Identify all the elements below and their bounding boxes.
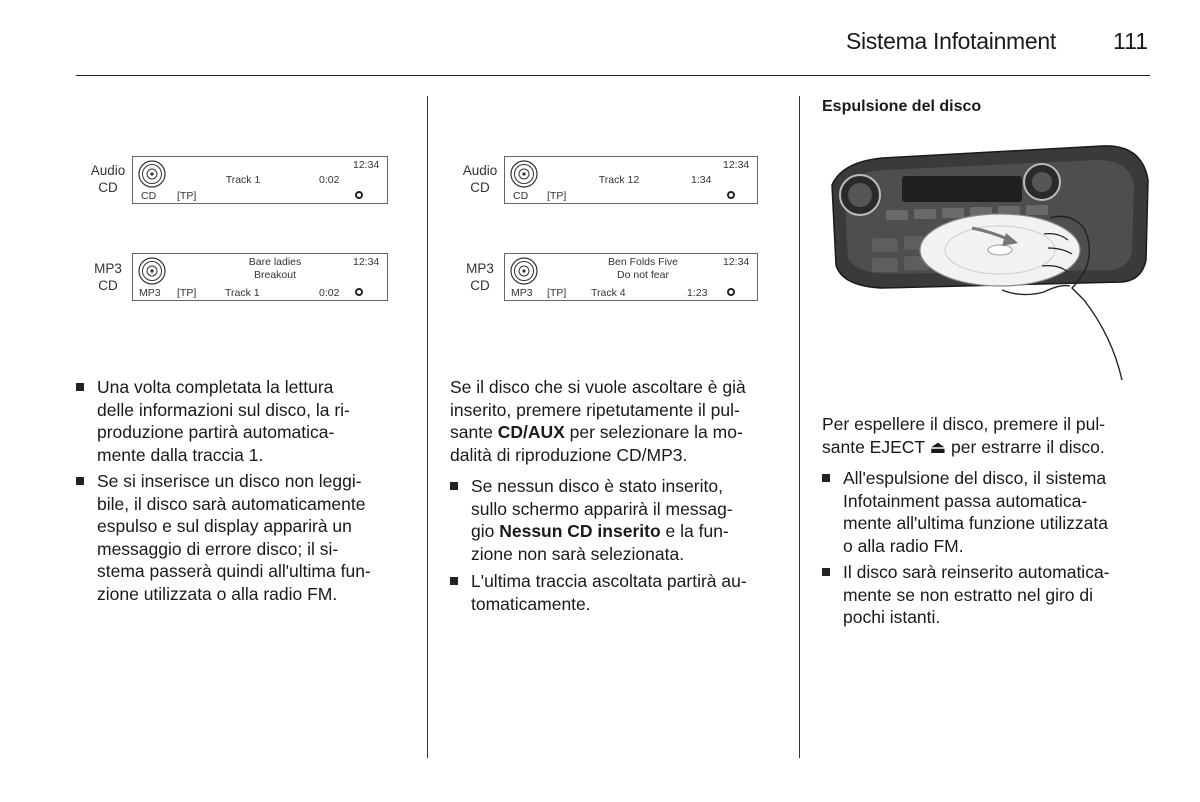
text-line: e la fun- (660, 521, 729, 541)
bullet-item (450, 570, 790, 615)
display-track: Track 1 (225, 287, 260, 299)
paragraph (450, 376, 790, 466)
display-illustration-audio-cd (76, 150, 396, 210)
disc-icon (509, 256, 539, 286)
column-divider-1 (427, 96, 428, 758)
knob-icon (727, 288, 735, 296)
text-line: Se nessun disco è stato inserito, (471, 476, 723, 496)
text-line: tomaticamente. (471, 593, 591, 614)
text-line: o alla radio FM. (843, 535, 964, 556)
display-label-line1: MP3 (466, 261, 494, 276)
display-tp: [TP] (177, 287, 197, 299)
display-artist: Bare ladies (248, 256, 302, 268)
display-label-line2: CD (98, 180, 118, 195)
display-elapsed: 0:02 (319, 174, 340, 186)
display-source: MP3 (511, 287, 533, 299)
display-screen (504, 253, 758, 301)
column-divider-2 (799, 96, 800, 758)
knob-icon (355, 288, 363, 296)
bullet-item (822, 561, 1162, 629)
text-line: per selezionare la mo- (564, 422, 743, 442)
text-line: L'ultima traccia ascoltata partirà au- (471, 571, 747, 591)
bullet-square-icon (450, 482, 458, 490)
text-line: Il disco sarà reinserito automatica- (843, 562, 1110, 582)
page-header-title: Sistema Infotainment (845, 28, 1056, 54)
display-screen (132, 253, 388, 301)
page-number: 111 (1113, 28, 1148, 54)
text-line: mente all'ultima funzione utilizzata (843, 513, 1109, 533)
display-label-line1: MP3 (94, 261, 122, 276)
bullet-item (822, 467, 1162, 557)
display-track: Track 4 (591, 287, 626, 299)
display-clock: 12:34 (723, 159, 750, 171)
text-line: sante EJECT ⏏ per estrarre il disco. (822, 436, 1105, 457)
text-line: Se il disco che si vuole ascoltare è già (450, 377, 746, 397)
text-line: Una volta completata la lettura (97, 377, 334, 397)
knob-icon (727, 191, 735, 199)
display-title: Breakout (253, 269, 297, 281)
bullet-item (76, 470, 416, 605)
disc-icon (509, 159, 539, 189)
disc-eject-illustration (822, 140, 1152, 385)
text-line: sullo schermo apparirà il messag- (471, 498, 733, 519)
text-line: Infotainment passa automatica- (843, 490, 1088, 511)
display-label-line1: Audio (90, 163, 126, 178)
display-screen (132, 156, 388, 204)
disc-icon (137, 256, 167, 286)
text-line: zione non sarà selezionata. (471, 543, 685, 564)
text-line: zione utilizzata o alla radio FM. (97, 583, 338, 604)
bullet-square-icon (450, 577, 458, 585)
display-label-line2: CD (470, 278, 490, 293)
bullet-square-icon (822, 474, 830, 482)
text-line: sante (450, 422, 498, 442)
text-line: All'espulsione del disco, il sistema (843, 468, 1107, 488)
text-line: dalità di riproduzione CD/MP3. (450, 444, 688, 465)
display-clock: 12:34 (723, 256, 750, 268)
text-line: delle informazioni sul disco, la ri- (97, 399, 350, 420)
display-illustration-mp3-cd (450, 247, 770, 307)
display-tp: [TP] (177, 190, 197, 202)
display-track: Track 12 (598, 174, 640, 186)
paragraph (822, 413, 1162, 458)
display-elapsed: 0:02 (319, 287, 340, 299)
header-rule (76, 75, 1150, 76)
text-line: stema passerà quindi all'ultima fun- (97, 561, 371, 581)
display-source: MP3 (139, 287, 161, 299)
display-label-line2: CD (470, 180, 490, 195)
text-line: gio (471, 521, 500, 541)
bullet-item (76, 376, 416, 466)
text-line: Se si inserisce un disco non leggi- (97, 471, 362, 491)
display-illustration-mp3-cd (76, 247, 396, 307)
display-illustration-audio-cd (450, 150, 770, 210)
display-clock: 12:34 (353, 159, 380, 171)
display-tp: [TP] (547, 287, 567, 299)
knob-icon (355, 191, 363, 199)
display-title: Do not fear (617, 269, 669, 281)
button-name-cd-aux: CD/AUX (497, 422, 565, 442)
text-line: messaggio di errore disco; il si- (97, 538, 339, 559)
disc-icon (137, 159, 167, 189)
bullet-item (450, 475, 790, 565)
display-label-line1: Audio (462, 163, 498, 178)
display-tp: [TP] (547, 190, 567, 202)
display-source: CD (141, 190, 157, 202)
text-line: mente dalla traccia 1. (97, 444, 264, 465)
display-screen (504, 156, 758, 204)
display-elapsed: 1:23 (687, 287, 708, 299)
text-line: pochi istanti. (843, 607, 941, 627)
bullet-square-icon (822, 568, 830, 576)
text-line: mente se non estratto nel giro di (843, 584, 1094, 605)
display-artist: Ben Folds Five (607, 256, 679, 268)
bullet-square-icon (76, 383, 84, 391)
display-source: CD (513, 190, 529, 202)
display-elapsed: 1:34 (691, 174, 712, 186)
text-line: espulso e sul display apparirà un (97, 516, 352, 536)
bullet-square-icon (76, 477, 84, 485)
section-title: Espulsione del disco (822, 98, 982, 115)
message-name-no-cd: Nessun CD inserito (499, 521, 661, 541)
display-track: Track 1 (225, 174, 261, 186)
text-line: bile, il disco sarà automaticamente (97, 493, 366, 514)
text-line: Per espellere il disco, premere il pul- (822, 414, 1106, 434)
display-label-line2: CD (98, 278, 118, 293)
text-line: produzione partirà automatica- (97, 422, 335, 442)
display-clock: 12:34 (353, 256, 380, 268)
text-line: inserito, premere ripetutamente il pul- (450, 399, 740, 420)
